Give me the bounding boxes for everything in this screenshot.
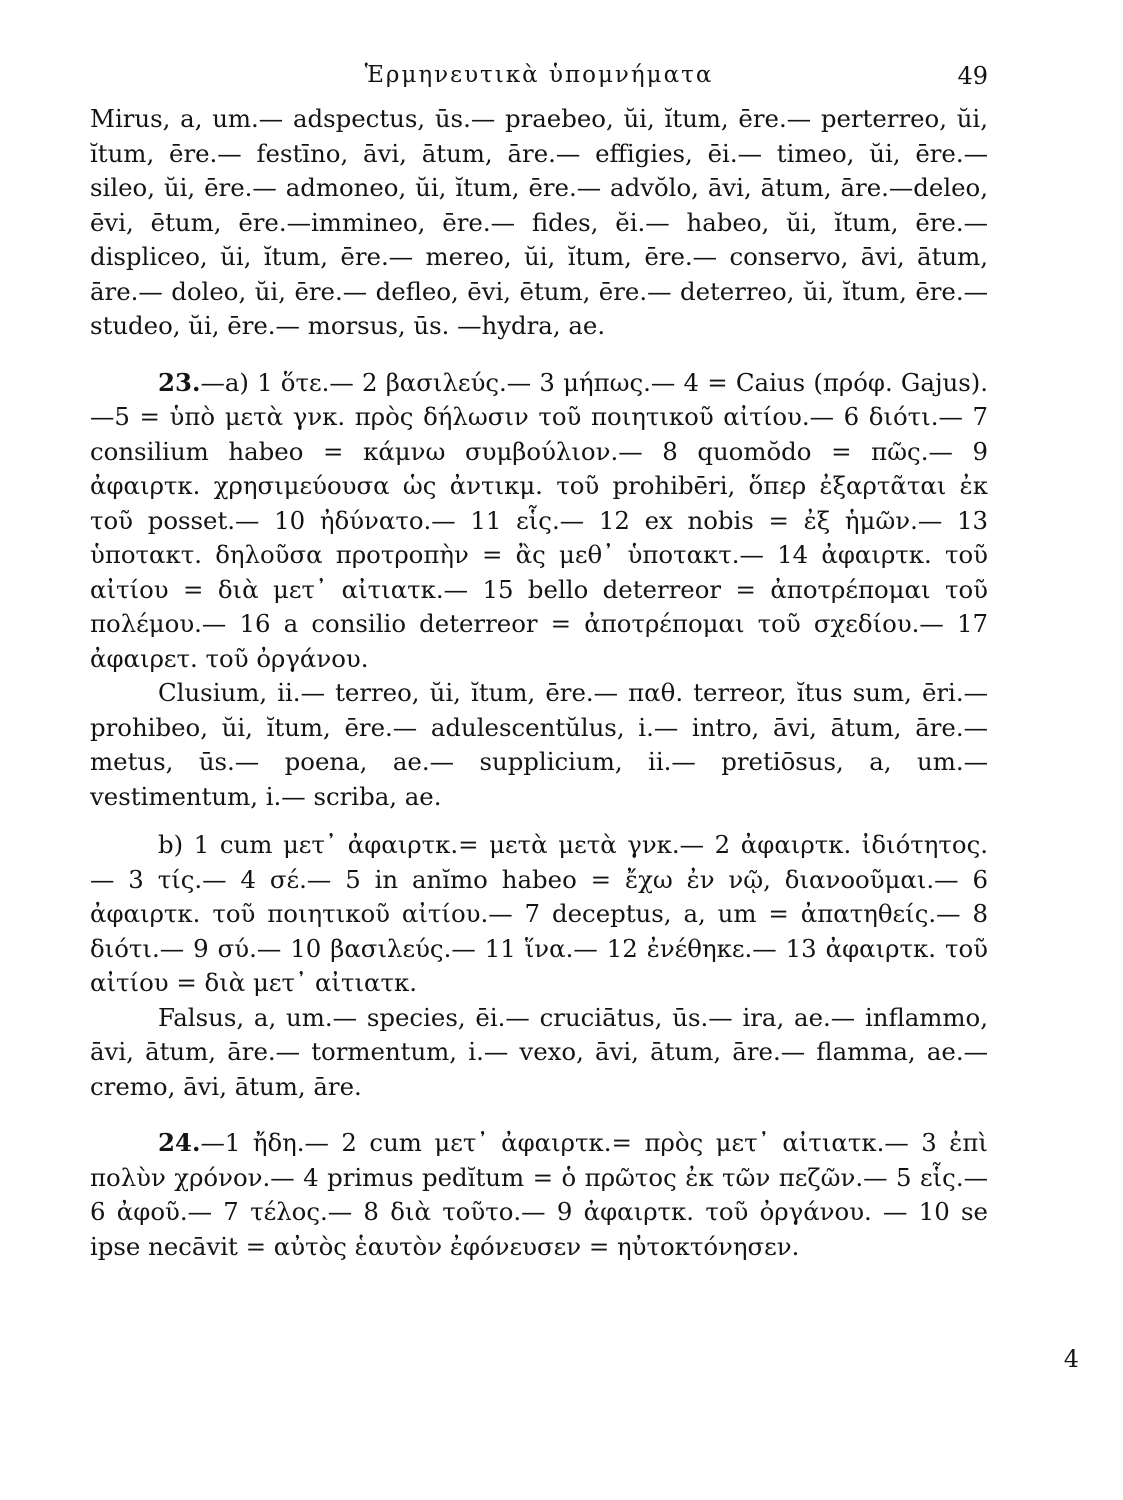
exercise-notes-23b: b) 1 cum μετ᾽ ἀφαιρτκ.= μετὰ μετὰ γνκ.— 2 ἀφαιρτκ. ἰδιότητος. — 3 τίς.— 4 σέ.— 5 in anĭmo habeo = ἔχω ἐν νῷ, διανοοῦμαι.— 6 ἀφαιρτκ. τοῦ ποιητικοῦ αἰτίου.— 7 deceptus, a, um = ἀπατηθείς.— 8 διότι.— 9 σύ.— 10 βασιλεύς.— 11 ἵνα.— 12 ἐνέθηκε.— 13 ἀφαιρτκ. τοῦ αἰτίου = διὰ μετ᾽ αἰτιατκ. [90,830,988,997]
vocabulary-paragraph: Falsus, a, um.— species, ēi.— cruciātus, ūs.— ira, ae.— inflammo, āvi, ātum, āre.— tormentum, i.— vexo, āvi, ātum, āre.— flamma, ae.— cremo, āvi, ātum, āre. [90,1002,988,1101]
page-number: 49 [957,62,988,90]
exercise-notes-24 [90,1126,988,1264]
exercise-number: 24. [158,1128,201,1157]
exercise-number: 23. [158,367,201,397]
exercise-notes-text: —a) 1 ὅτε.— 2 βασιλεύς.— 3 μήπως.— 4 = Caius (πρόφ. Gajus).—5 = ὑπὸ μετὰ γνκ. πρὸς δήλωσιν τοῦ ποιητικοῦ αἰτίου.— 6 διότι.— 7 consilium habeo = κάμνω συμβούλιον.— 8 quomŏdo = πῶς.— 9 ἀφαιρτκ. χρησιμεύουσα ὡς ἀντικμ. τοῦ prohibēri, ὅπερ ἐξαρτᾶται ἐκ τοῦ posset.— 10 ἠδύνατο.— 11 εἷς.— 12 ex nobis = ἐξ ἡμῶν.— 13 ὑποτακτ. δηλοῦσα προτροπὴν = ἂς μεθ᾽ ὑποτακτ.— 14 ἀφαιρτκ. τοῦ αἰτίου = διὰ μετ᾽ αἰτιατκ.— 15 bello deterreor = ἀποτρέπομαι τοῦ πολέμου.— 16 a consilio deterreor = ἀποτρέπομαι τοῦ σχεδίου.— 17 ἀφαιρετ. τοῦ ὀργάνου. [90,367,988,673]
running-title: Ἑρμηνευτικὰ ὑπομνήματα [364,62,714,88]
page-body [90,58,988,1264]
exercise-notes-23a [90,366,988,677]
running-header [90,58,988,102]
exercise-notes-text: —1 ἤδη.— 2 cum μετ᾽ ἀφαιρτκ.= πρὸς μετ᾽ αἰτιατκ.— 3 ἐπὶ πολὺν χρόνον.— 4 primus pedĭtum = ὁ πρῶτος ἐκ τῶν πεζῶν.— 5 εἷς.— 6 ἀφοῦ.— 7 τέλος.— 8 διὰ τοῦτο.— 9 ἀφαιρτκ. τοῦ ὀργάνου. — 10 se ipse necāvit = αὐτὸς ἑαυτὸν ἐφόνευσεν = ηὐτοκτόνησεν. [90,1128,988,1261]
signature-mark: 4 [1063,1345,1079,1373]
vocabulary-paragraph: Mirus, a, um.— adspectus, ūs.— praebeo, ŭi, ĭtum, ēre.— perterreo, ŭi, ĭtum, ēre.— festīno, āvi, ātum, āre.— effigies, ēi.— timeo, ŭi, ēre.— sileo, ŭi, ēre.— admoneo, ŭi, ĭtum, ēre.— advŏlo, āvi, ātum, āre.—deleo, ēvi, ētum, ēre.—immineo, ēre.— fides, ĕi.— habeo, ŭi, ĭtum, ēre.— displiceo, ŭi, ĭtum, ēre.— mereo, ŭi, ĭtum, ēre.— conservo, āvi, ātum, āre.— doleo, ŭi, ēre.— defleo, ēvi, ētum, ēre.— deterreo, ŭi, ĭtum, ēre.—studeo, ŭi, ēre.— morsus, ūs. —hydra, ae. [90,104,988,340]
vocabulary-paragraph: Clusium, ii.— terreo, ŭi, ĭtum, ēre.— παθ. terreor, ĭtus sum, ēri.— prohibeo, ŭi, ĭtum, ēre.— adulescentŭlus, i.— intro, āvi, ātum, āre.— metus, ūs.— poena, ae.— supplicium, ii.— pretiōsus, a, um.— vestimentum, i.— scriba, ae. [90,678,988,811]
